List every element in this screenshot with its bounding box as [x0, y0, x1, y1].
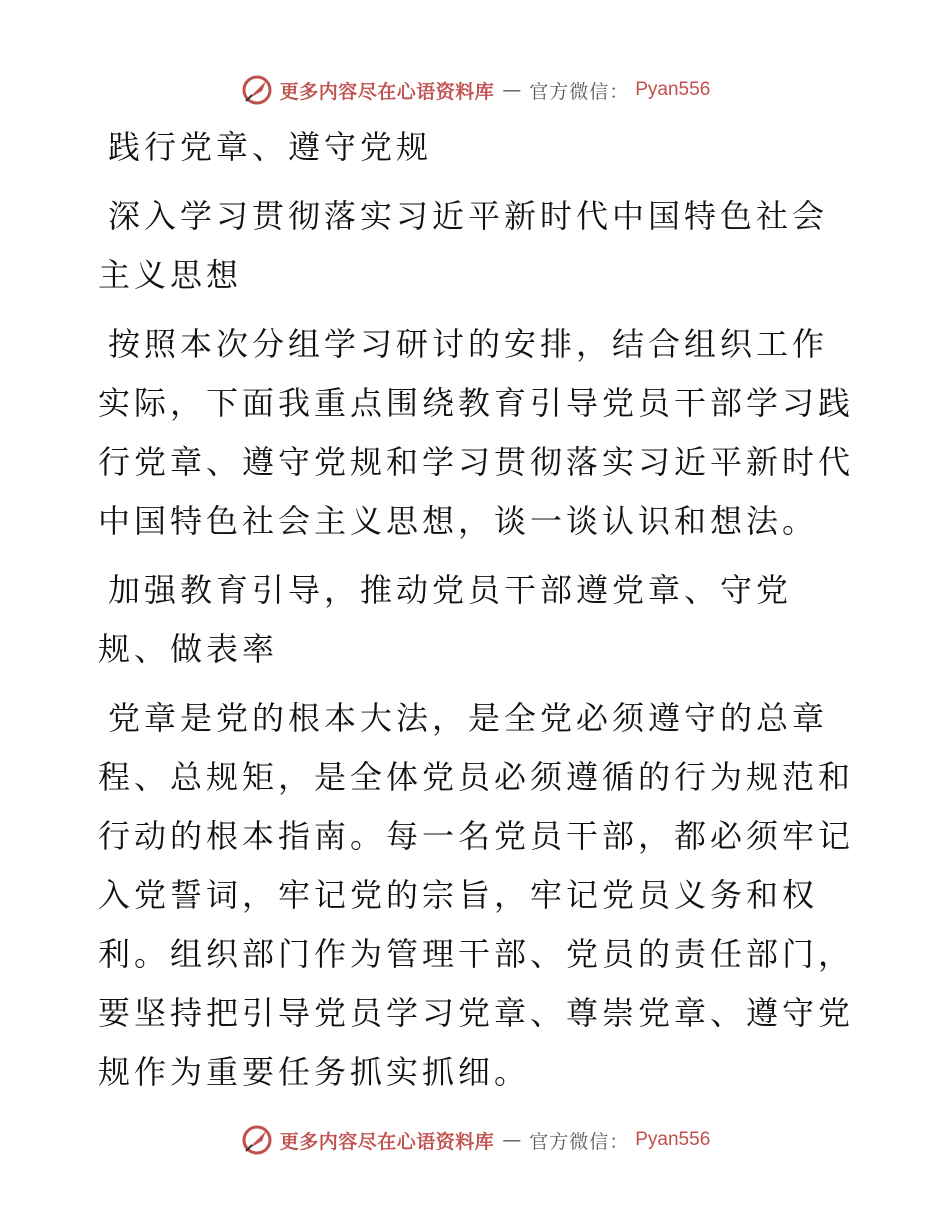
footer-watermark: [0, 1120, 950, 1160]
subsection-heading: 深入学习贯彻落实习近平新时代中国特色社会主义思想: [98, 197, 829, 294]
section-heading: 践行党章、遵守党规: [108, 128, 433, 166]
watermark-dash: —: [502, 1129, 522, 1151]
watermark-site-text: 更多内容尽在心语资料库: [279, 1130, 495, 1153]
intro-paragraph: 按照本次分组学习研讨的安排，结合组织工作实际，下面我重点围绕教育引导党员干部学习践行党章、遵守党规和学习贯彻落实习近平新时代中国特色社会主义思想，谈一谈认识和想法。: [98, 325, 855, 540]
quill-pen-logo-icon: [240, 73, 274, 107]
watermark-wechat-id: Pyan556: [635, 1129, 711, 1150]
watermark-wechat-label: 官方微信：: [529, 1130, 630, 1153]
document-body: [98, 118, 858, 1102]
header-watermark: [0, 70, 950, 110]
watermark-site-text: 更多内容尽在心语资料库: [279, 80, 495, 103]
watermark-wechat-label: 官方微信：: [529, 80, 630, 103]
quill-pen-logo-icon: [240, 1123, 274, 1157]
watermark-wechat-id: Pyan556: [635, 79, 711, 100]
point-heading: 加强教育引导，推动党员干部遵党章、守党规、做表率: [98, 571, 793, 668]
watermark-dash: —: [502, 79, 522, 101]
body-paragraph: 党章是党的根本大法，是全党必须遵守的总章程、总规矩，是全体党员必须遵循的行为规范和行动的根本指南。每一名党员干部，都必须牢记入党誓词，牢记党的宗旨，牢记党员义务和权利。组织部门作为管理干部、党员的责任部门，要坚持把引导党员学习党章、尊崇党章、遵守党规作为重要任务抓实抓细。: [98, 699, 855, 1091]
